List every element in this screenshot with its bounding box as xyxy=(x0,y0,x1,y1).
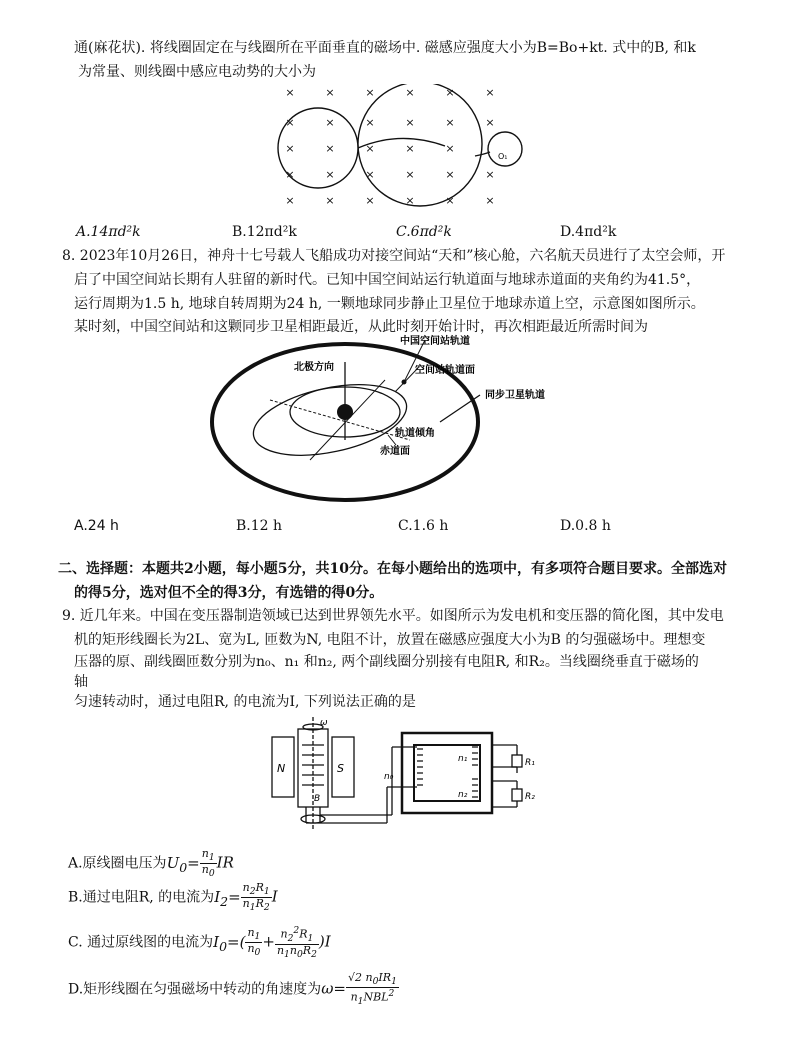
svg-text:×: × xyxy=(325,168,335,181)
label-station-orbit: 中国空间站轨道 xyxy=(400,336,470,347)
svg-text:×: × xyxy=(285,86,295,99)
q8-line4: 某时刻，中国空间站和这颗同步卫星相距最近，从此时刻开始计时，再次相距最近所需时间为 xyxy=(74,319,648,335)
label-n1: n₁ xyxy=(458,754,468,764)
label-sync-orbit: 同步卫星轨道 xyxy=(485,390,545,401)
q8-line1: 8. 2023年10月26日，神舟十七号载人飞船成功对接空间站“天和”核心舱，六名航天员进行了太空会师，开 xyxy=(62,248,726,264)
svg-text:×: × xyxy=(285,168,295,181)
q9-line2: 机的矩形线圈长为2L、宽为L, 匝数为N, 电阻不计，放置在磁感应强度大小为B 的匀强磁场中。理想变 xyxy=(74,632,706,648)
q9-option-b-text: B.通过电阻R, 的电流为 xyxy=(68,889,215,906)
q7-option-a[interactable]: A.14πd²k xyxy=(76,224,141,240)
label-r2: R₂ xyxy=(525,792,535,802)
svg-text:×: × xyxy=(365,142,375,155)
svg-text:×: × xyxy=(405,194,415,207)
section2-line1: 二、选择题：本题共2小题，每小题5分，共10分。在每小题给出的选项中，有多项符合题目要求。全部选对 xyxy=(58,561,727,577)
svg-text:×: × xyxy=(405,168,415,181)
q7-figure xyxy=(270,84,540,219)
formula-b: $I_2=$ xyxy=(214,887,241,909)
svg-text:×: × xyxy=(445,194,455,207)
q8-orbit-figure xyxy=(210,330,610,515)
label-pole-n: N xyxy=(277,762,286,775)
q9-option-c[interactable]: C. 通过原线图的电流为$I_0=$( $\frac{n_1}{n_0}$ + $\frac{n_2^2R_1}{n_1n_0R_2}$ )I xyxy=(68,925,331,961)
q7-option-c[interactable]: C.6πd²k xyxy=(396,224,452,240)
section2-line2: 的得5分，选对但不全的得3分，有选错的得0分。 xyxy=(74,585,384,601)
svg-text:×: × xyxy=(485,194,495,207)
q9-option-a-text: A.原线圈电压为 xyxy=(68,855,167,872)
svg-text:×: × xyxy=(325,194,335,207)
svg-text:×: × xyxy=(365,116,375,129)
q7-line2: 为常量、则线圈中感应电动势的大小为 xyxy=(78,64,316,80)
label-plane: 空间站轨道面 xyxy=(415,365,475,376)
svg-text:×: × xyxy=(285,194,295,207)
q9-option-a[interactable]: A.原线圈电压为$U_0=$ $\frac{n_1}{n_0}$ IR xyxy=(68,847,234,880)
label-b: B xyxy=(314,794,321,804)
svg-text:×: × xyxy=(285,116,295,129)
q8-option-b[interactable]: B.12 h xyxy=(236,518,283,534)
formula-d: ω= xyxy=(321,979,346,998)
label-equator: 赤道面 xyxy=(380,446,410,457)
q9-option-d[interactable]: D.矩形线圈在匀强磁场中转动的角速度为ω= $\frac{√2 n_0IR_1}{n_1NBL^2}$ xyxy=(68,971,397,1008)
q8-option-d[interactable]: D.0.8 h xyxy=(560,518,611,534)
q9-generator-transformer-figure xyxy=(262,715,562,835)
q9-option-b[interactable]: B.通过电阻R, 的电流为$I_2=$ $\frac{n_2R_1}{n_1R_2}$ I xyxy=(68,881,278,914)
q7-option-d[interactable]: D.4πd²k xyxy=(560,224,617,240)
svg-text:×: × xyxy=(285,142,295,155)
label-north: 北极方向 xyxy=(294,362,334,373)
q9-line5: 匀速转动时，通过电阻R, 的电流为I, 下列说法正确的是 xyxy=(74,694,416,710)
svg-text:×: × xyxy=(485,86,495,99)
svg-text:×: × xyxy=(485,168,495,181)
q7-option-b[interactable]: B.12πd²k xyxy=(232,224,297,240)
label-inclination: 轨道倾角 xyxy=(395,428,435,439)
svg-text:×: × xyxy=(405,86,415,99)
svg-text:×: × xyxy=(405,116,415,129)
q7-line1: 通(麻花状). 将线圈固定在与线圈所在平面垂直的磁场中. 磁感应强度大小为B=Bo+kt. 式中的B, 和k xyxy=(74,40,696,56)
svg-text:×: × xyxy=(325,116,335,129)
q7-fig-label: O₁ xyxy=(498,152,508,161)
label-r1: R₁ xyxy=(525,758,535,768)
svg-text:×: × xyxy=(445,86,455,99)
q9-line1: 9. 近几年来。中国在变压器制造领域已达到世界领先水平。如图所示为发电机和变压器的简化图，其中发电 xyxy=(62,608,724,624)
svg-text:×: × xyxy=(365,86,375,99)
svg-text:×: × xyxy=(405,142,415,155)
label-n2: n₂ xyxy=(458,790,468,800)
label-omega: ω xyxy=(320,718,328,728)
formula-a: $U_0=$ xyxy=(166,853,200,875)
svg-text:×: × xyxy=(325,86,335,99)
svg-text:×: × xyxy=(325,142,335,155)
svg-text:×: × xyxy=(365,194,375,207)
formula-c: $I_0=$( xyxy=(213,932,246,954)
svg-text:×: × xyxy=(365,168,375,181)
q9-option-d-text: D.矩形线圈在匀强磁场中转动的角速度为 xyxy=(68,981,322,998)
svg-text:×: × xyxy=(445,116,455,129)
svg-text:×: × xyxy=(445,142,455,155)
q9-option-c-text: C. 通过原线图的电流为 xyxy=(68,934,214,951)
label-pole-s: S xyxy=(337,762,344,775)
q8-line2: 启了中国空间站长期有人驻留的新时代。已知中国空间站运行轨道面与地球赤道面的夹角约为41.5°， xyxy=(74,272,701,288)
q8-line3: 运行周期为1.5 h, 地球自转周期为24 h, 一颗地球同步静止卫星位于地球赤道上空，示意图如图所示。 xyxy=(74,296,705,312)
q9-line4: 轴 xyxy=(74,674,88,690)
q8-option-c[interactable]: C.1.6 h xyxy=(398,518,449,534)
q8-option-a[interactable]: A.24 h xyxy=(74,518,119,534)
svg-text:×: × xyxy=(485,116,495,129)
svg-text:×: × xyxy=(445,168,455,181)
q9-line3: 压器的原、副线圈匝数分别为n₀、n₁ 和n₂, 两个副线圈分别接有电阻R, 和R₂。当线圈绕垂直于磁场的 xyxy=(74,654,699,670)
label-n0: n₀ xyxy=(384,772,394,782)
